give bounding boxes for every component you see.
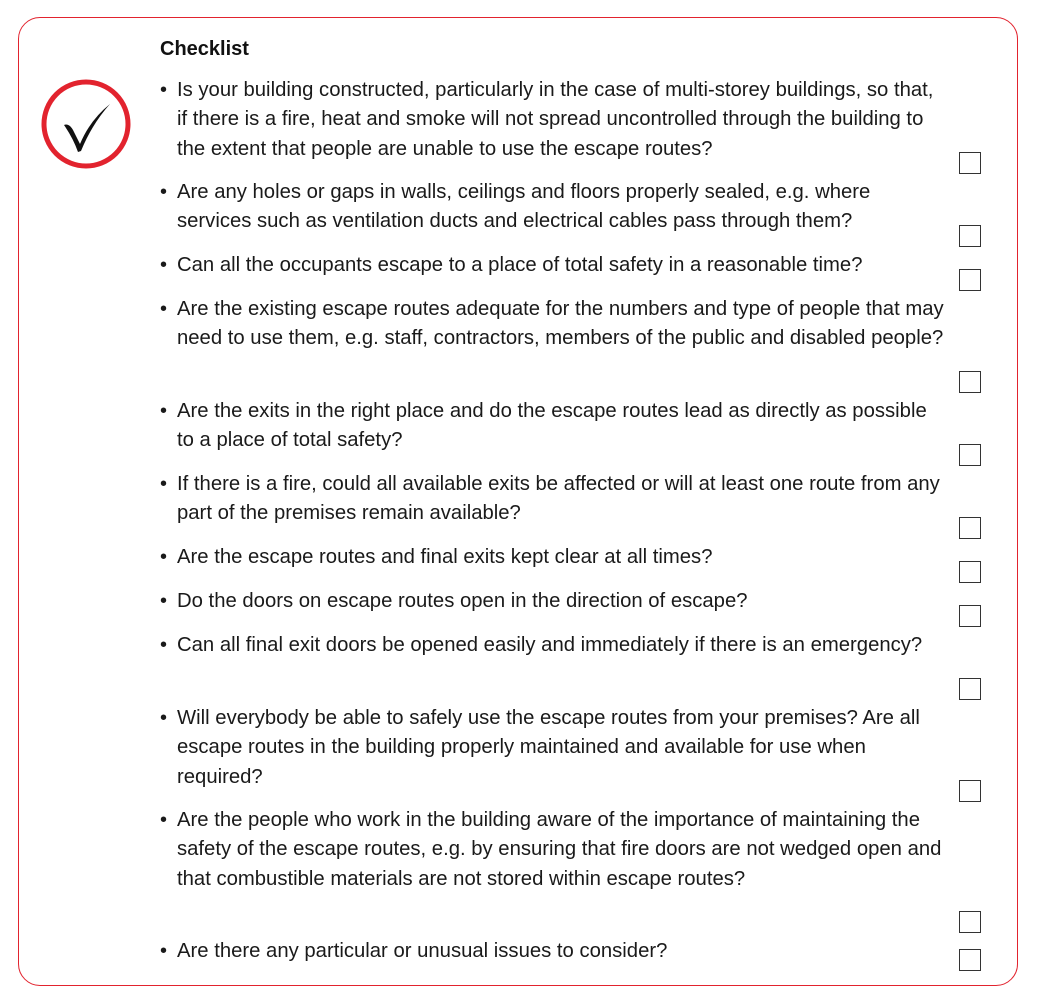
- item-checkbox[interactable]: [959, 678, 981, 700]
- bullet: •: [160, 254, 168, 276]
- list-item: [160, 397, 990, 470]
- item-text: Do the doors on escape routes open in the direction of escape?: [177, 590, 748, 612]
- item-text: Can all the occupants escape to a place of total safety in a reasonable time?: [177, 254, 863, 276]
- item-text: Are any holes or gaps in walls, ceilings and floors properly sealed, e.g. where services such as ventilation ducts and electrical cables pass through them?: [177, 181, 871, 233]
- checklist-title: Checklist: [160, 38, 249, 60]
- list-item: [160, 251, 990, 295]
- list-item: [160, 806, 990, 937]
- item-checkbox[interactable]: [959, 949, 981, 971]
- item-text: Are the existing escape routes adequate for the numbers and type of people that may need to use them, e.g. staff, contractors, members of the public and disabled people?: [177, 298, 944, 350]
- list-item: [160, 470, 990, 543]
- list-item: [160, 704, 990, 806]
- bullet: •: [160, 590, 168, 612]
- item-checkbox[interactable]: [959, 225, 981, 247]
- bullet: •: [160, 940, 168, 962]
- item-text: Are the escape routes and final exits kept clear at all times?: [177, 546, 713, 568]
- bullet: •: [160, 79, 168, 101]
- list-item: [160, 178, 990, 251]
- bullet: •: [160, 181, 168, 203]
- list-item: [160, 631, 990, 704]
- list-item: [160, 937, 990, 975]
- bullet: •: [160, 400, 168, 422]
- item-checkbox[interactable]: [959, 269, 981, 291]
- list-item: [160, 76, 990, 178]
- item-text: If there is a fire, could all available exits be affected or will at least one route from any part of the premises remain available?: [177, 473, 940, 525]
- item-text: Will everybody be able to safely use the escape routes from your premises? Are all escape routes in the building properly maintained and available for use when required?: [177, 707, 920, 788]
- bullet: •: [160, 298, 168, 320]
- item-checkbox[interactable]: [959, 444, 981, 466]
- item-text: Are there any particular or unusual issues to consider?: [177, 940, 668, 962]
- item-checkbox[interactable]: [959, 561, 981, 583]
- item-text: Are the exits in the right place and do the escape routes lead as directly as possible to a place of total safety?: [177, 400, 927, 452]
- list-item: [160, 587, 990, 631]
- bullet: •: [160, 473, 168, 495]
- bullet: •: [160, 809, 168, 831]
- bullet: •: [160, 546, 168, 568]
- bullet: •: [160, 634, 168, 656]
- list-item: [160, 295, 990, 397]
- item-checkbox[interactable]: [959, 517, 981, 539]
- item-checkbox[interactable]: [959, 152, 981, 174]
- checkmark-in-circle-icon: [40, 78, 132, 170]
- checklist-items: [160, 76, 990, 975]
- item-checkbox[interactable]: [959, 780, 981, 802]
- item-checkbox[interactable]: [959, 371, 981, 393]
- list-item: [160, 543, 990, 587]
- item-text: Can all final exit doors be opened easily and immediately if there is an emergency?: [177, 634, 923, 656]
- item-text: Is your building constructed, particularly in the case of multi-storey buildings, so that, if there is a fire, heat and smoke will not spread uncontrolled through the building to the extent that people are unable to use the escape routes?: [177, 79, 934, 160]
- bullet: •: [160, 707, 168, 729]
- item-checkbox[interactable]: [959, 605, 981, 627]
- item-checkbox[interactable]: [959, 911, 981, 933]
- item-text: Are the people who work in the building aware of the importance of maintaining the safety of the escape routes, e.g. by ensuring that fire doors are not wedged open and that combustible materials are not stored within escape routes?: [177, 809, 942, 890]
